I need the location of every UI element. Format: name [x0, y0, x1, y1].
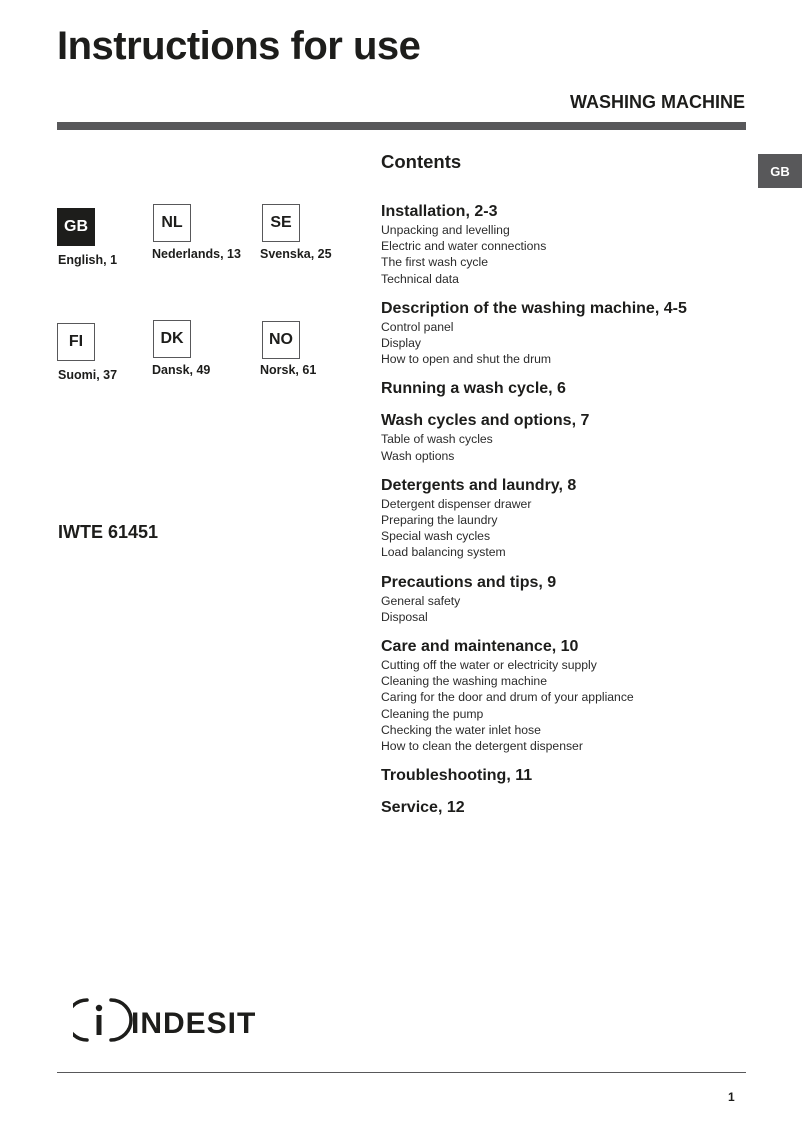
- toc-item[interactable]: Control panel: [381, 319, 454, 334]
- page-number: 1: [728, 1090, 735, 1104]
- language-label-se: Svenska, 25: [260, 247, 332, 261]
- toc-item[interactable]: Preparing the laundry: [381, 513, 498, 528]
- language-code-fi[interactable]: FI: [57, 323, 95, 361]
- toc-item[interactable]: Electric and water connections: [381, 239, 547, 254]
- language-code-se[interactable]: SE: [262, 204, 300, 242]
- language-code-gb[interactable]: GB: [57, 208, 95, 246]
- indesit-logo: [73, 995, 273, 1045]
- toc-heading[interactable]: Running a wash cycle, 6: [381, 380, 566, 398]
- toc-item[interactable]: Disposal: [381, 609, 428, 624]
- toc-heading[interactable]: Description of the washing machine, 4-5: [381, 299, 687, 317]
- toc-item[interactable]: The first wash cycle: [381, 255, 489, 270]
- toc-section-installation: [381, 202, 761, 287]
- toc-item[interactable]: Cleaning the pump: [381, 706, 484, 721]
- toc-item[interactable]: Display: [381, 336, 421, 351]
- model-number: IWTE 61451: [58, 522, 159, 542]
- toc-section-detergents: [381, 476, 761, 561]
- toc-item[interactable]: Cutting off the water or electricity supply: [381, 658, 597, 673]
- language-label-dk: Dansk, 49: [152, 363, 211, 377]
- toc-heading[interactable]: Installation, 2-3: [381, 203, 498, 220]
- language-label-gb: English, 1: [58, 253, 118, 267]
- toc-heading[interactable]: Troubleshooting, 11: [381, 767, 533, 785]
- toc-section-troubleshooting: [381, 766, 761, 786]
- toc-section-wash-cycles: [381, 411, 761, 463]
- toc-heading[interactable]: Service, 12: [381, 799, 465, 817]
- toc-section-description: [381, 299, 761, 368]
- toc-section-service: [381, 798, 761, 818]
- document-subtitle: WASHING MACHINE: [570, 92, 745, 112]
- toc-heading[interactable]: Precautions and tips, 9: [381, 573, 557, 591]
- toc-item[interactable]: Table of wash cycles: [381, 432, 493, 447]
- toc-item[interactable]: How to open and shut the drum: [381, 352, 552, 367]
- toc-heading[interactable]: Detergents and laundry, 8: [381, 476, 577, 494]
- language-label-nl: Nederlands, 13: [152, 247, 241, 261]
- toc-item[interactable]: How to clean the detergent dispenser: [381, 739, 583, 754]
- language-label-no: Norsk, 61: [260, 363, 317, 377]
- language-code-nl[interactable]: NL: [153, 204, 191, 242]
- toc-section-running: [381, 379, 761, 399]
- toc-item[interactable]: Detergent dispenser drawer: [381, 496, 532, 511]
- language-label-fi: Suomi, 37: [58, 368, 118, 382]
- toc-item[interactable]: Cleaning the washing machine: [381, 674, 547, 689]
- toc-item[interactable]: Unpacking and levelling: [381, 223, 510, 237]
- svg-text:INDESIT: INDESIT: [131, 1007, 257, 1040]
- language-side-tab: GB: [758, 154, 802, 188]
- toc-section-precautions: [381, 573, 761, 625]
- toc-item[interactable]: Caring for the door and drum of your appliance: [381, 690, 634, 705]
- footer-divider: [57, 1072, 746, 1073]
- toc-item[interactable]: Technical data: [381, 271, 459, 286]
- contents-title: Contents: [381, 151, 462, 172]
- toc-section-care: [381, 637, 761, 754]
- language-code-dk[interactable]: DK: [153, 320, 191, 358]
- toc-item[interactable]: Special wash cycles: [381, 529, 491, 544]
- toc-item[interactable]: General safety: [381, 593, 461, 608]
- table-of-contents: [381, 202, 761, 830]
- toc-heading[interactable]: Care and maintenance, 10: [381, 638, 579, 656]
- language-code-no[interactable]: NO: [262, 321, 300, 359]
- toc-item[interactable]: Checking the water inlet hose: [381, 722, 541, 737]
- toc-heading[interactable]: Wash cycles and options, 7: [381, 412, 590, 430]
- toc-item[interactable]: Wash options: [381, 448, 455, 463]
- document-title: Instructions for use: [57, 24, 421, 68]
- header-divider: [57, 122, 746, 130]
- toc-item[interactable]: Load balancing system: [381, 545, 506, 560]
